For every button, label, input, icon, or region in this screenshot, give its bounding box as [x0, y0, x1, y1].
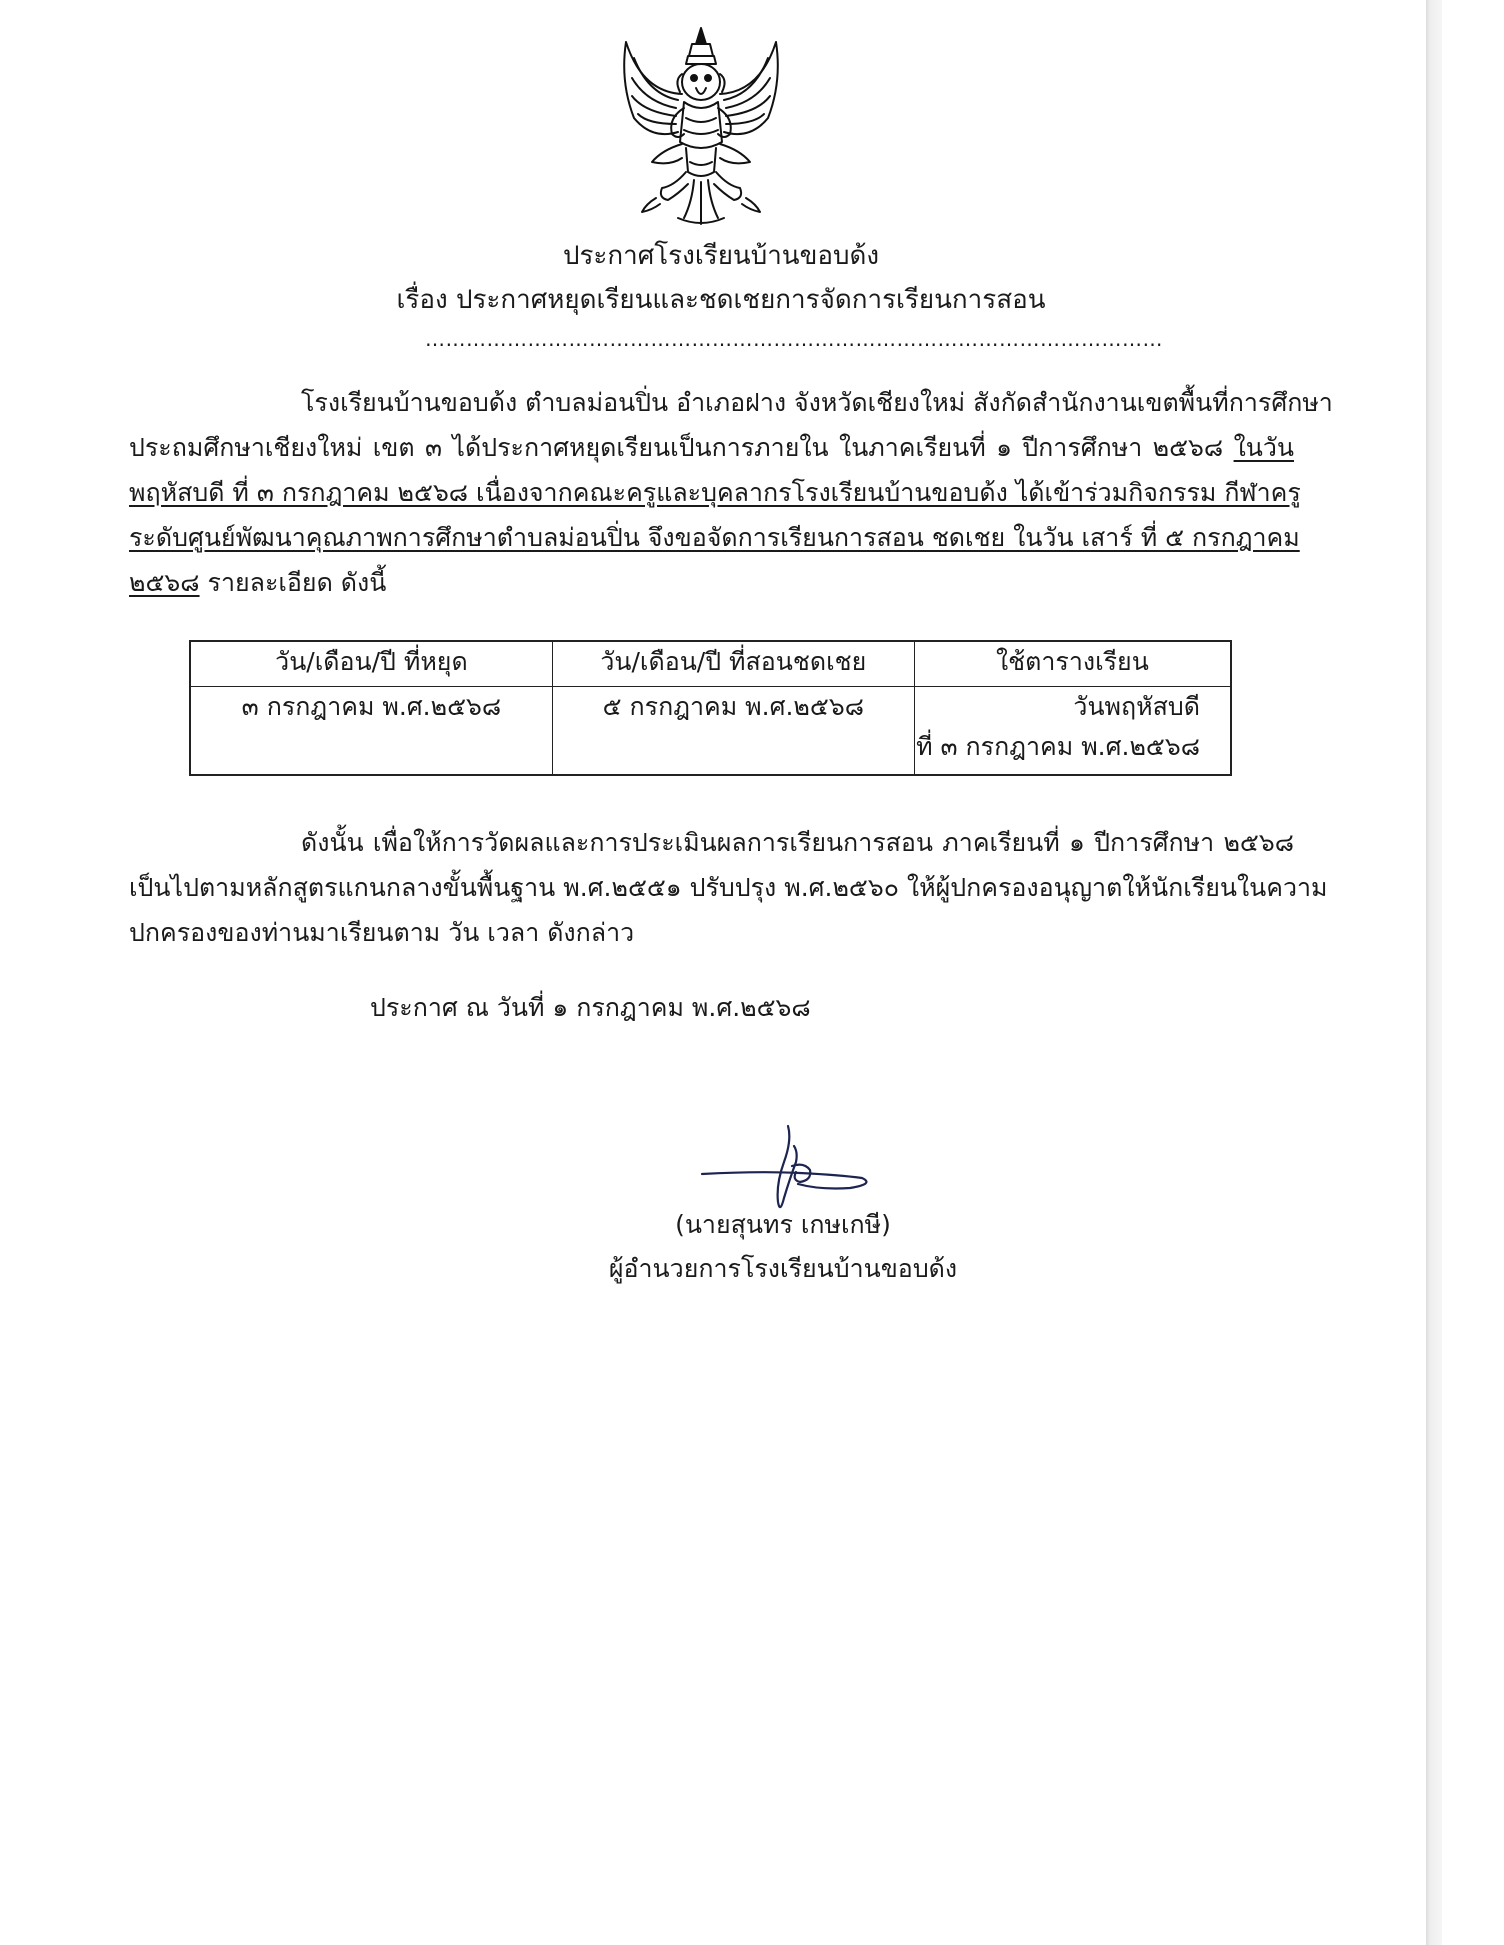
garuda-emblem-icon	[612, 22, 790, 230]
table-row	[191, 687, 1231, 775]
para2-line2: เป็นไปตามหลักสูตรแกนกลางขั้นพื้นฐาน พ.ศ.๒๕๕๑ ปรับปรุง พ.ศ.๒๕๖๐ ให้ผู้ปกครองอนุญาตให้นักเรียนในความ	[129, 873, 1328, 902]
header-stop-date: วัน/เดือน/ปี ที่หยุด	[191, 642, 553, 687]
signature-image	[700, 1122, 875, 1217]
schedule-table	[189, 640, 1232, 776]
announcement-title: ประกาศโรงเรียนบ้านขอบด้ง	[562, 241, 880, 271]
cell-schedule	[914, 687, 1230, 775]
cell-stop-date: ๓ กรกฎาคม พ.ศ.๒๕๖๘	[191, 687, 553, 775]
header-makeup-date: วัน/เดือน/ปี ที่สอนชดเชย	[552, 642, 914, 687]
para1-line2-underlined: ในวัน	[1233, 433, 1294, 462]
para1-line2	[129, 425, 1294, 470]
para2-line1: ดังนั้น เพื่อให้การวัดผลและการประเมินผลการเรียนการสอน ภาคเรียนที่ ๑ ปีการศึกษา ๒๕๖๘	[301, 828, 1294, 857]
para1-line5-text: รายละเอียด ดังนี้	[207, 568, 387, 597]
para1-line5	[129, 560, 1294, 605]
signatory-position: ผู้อำนวยการโรงเรียนบ้านขอบด้ง	[608, 1254, 958, 1283]
announcement-subject: เรื่อง ประกาศหยุดเรียนและชดเชยการจัดการเรียนการสอน	[396, 285, 1046, 315]
para1-line1: โรงเรียนบ้านขอบด้ง ตำบลม่อนปิ่น อำเภอฝาง จังหวัดเชียงใหม่ สังกัดสำนักงานเขตพื้นที่การศึกษา	[301, 388, 1333, 417]
para2-line3: ปกครองของท่านมาเรียนตาม วัน เวลา ดังกล่าว	[129, 918, 635, 947]
cell-makeup-date: ๕ กรกฎาคม พ.ศ.๒๕๖๘	[552, 687, 914, 775]
para1-line5-year: ๒๕๖๘	[129, 568, 200, 597]
separator-dots: ………………………………………………………………………………………………	[425, 327, 1163, 351]
para1-line2-text: ประถมศึกษาเชียงใหม่ เขต ๓ ได้ประกาศหยุดเรียนเป็นการภายใน ในภาคเรียนที่ ๑ ปีการศึกษา ๒๕๖๘	[129, 433, 1224, 462]
announce-date: ประกาศ ณ วันที่ ๑ กรกฎาคม พ.ศ.๒๕๖๘	[370, 993, 811, 1022]
cell-schedule-line1: วันพฤหัสบดี	[1073, 692, 1200, 721]
cell-schedule-line2: ที่ ๓ กรกฎาคม พ.ศ.๒๕๖๘	[916, 732, 1200, 761]
signatory-name: (นายสุนทร เกษเกษี)	[675, 1210, 891, 1239]
header-schedule: ใช้ตารางเรียน	[914, 642, 1230, 687]
para1-line4: ระดับศูนย์พัฒนาคุณภาพการศึกษาตำบลม่อนปิ่น จึงขอจัดการเรียนการสอน ชดเชย ในวัน เสาร์ ที่ ๕ กรกฎาคม	[129, 523, 1300, 552]
para1-line3: พฤหัสบดี ที่ ๓ กรกฎาคม ๒๕๖๘ เนื่องจากคณะครูและบุคลากรโรงเรียนบ้านขอบด้ง ได้เข้าร่วมกิจกรรม กีฬาครู	[129, 478, 1301, 507]
table-header-row	[191, 642, 1231, 687]
